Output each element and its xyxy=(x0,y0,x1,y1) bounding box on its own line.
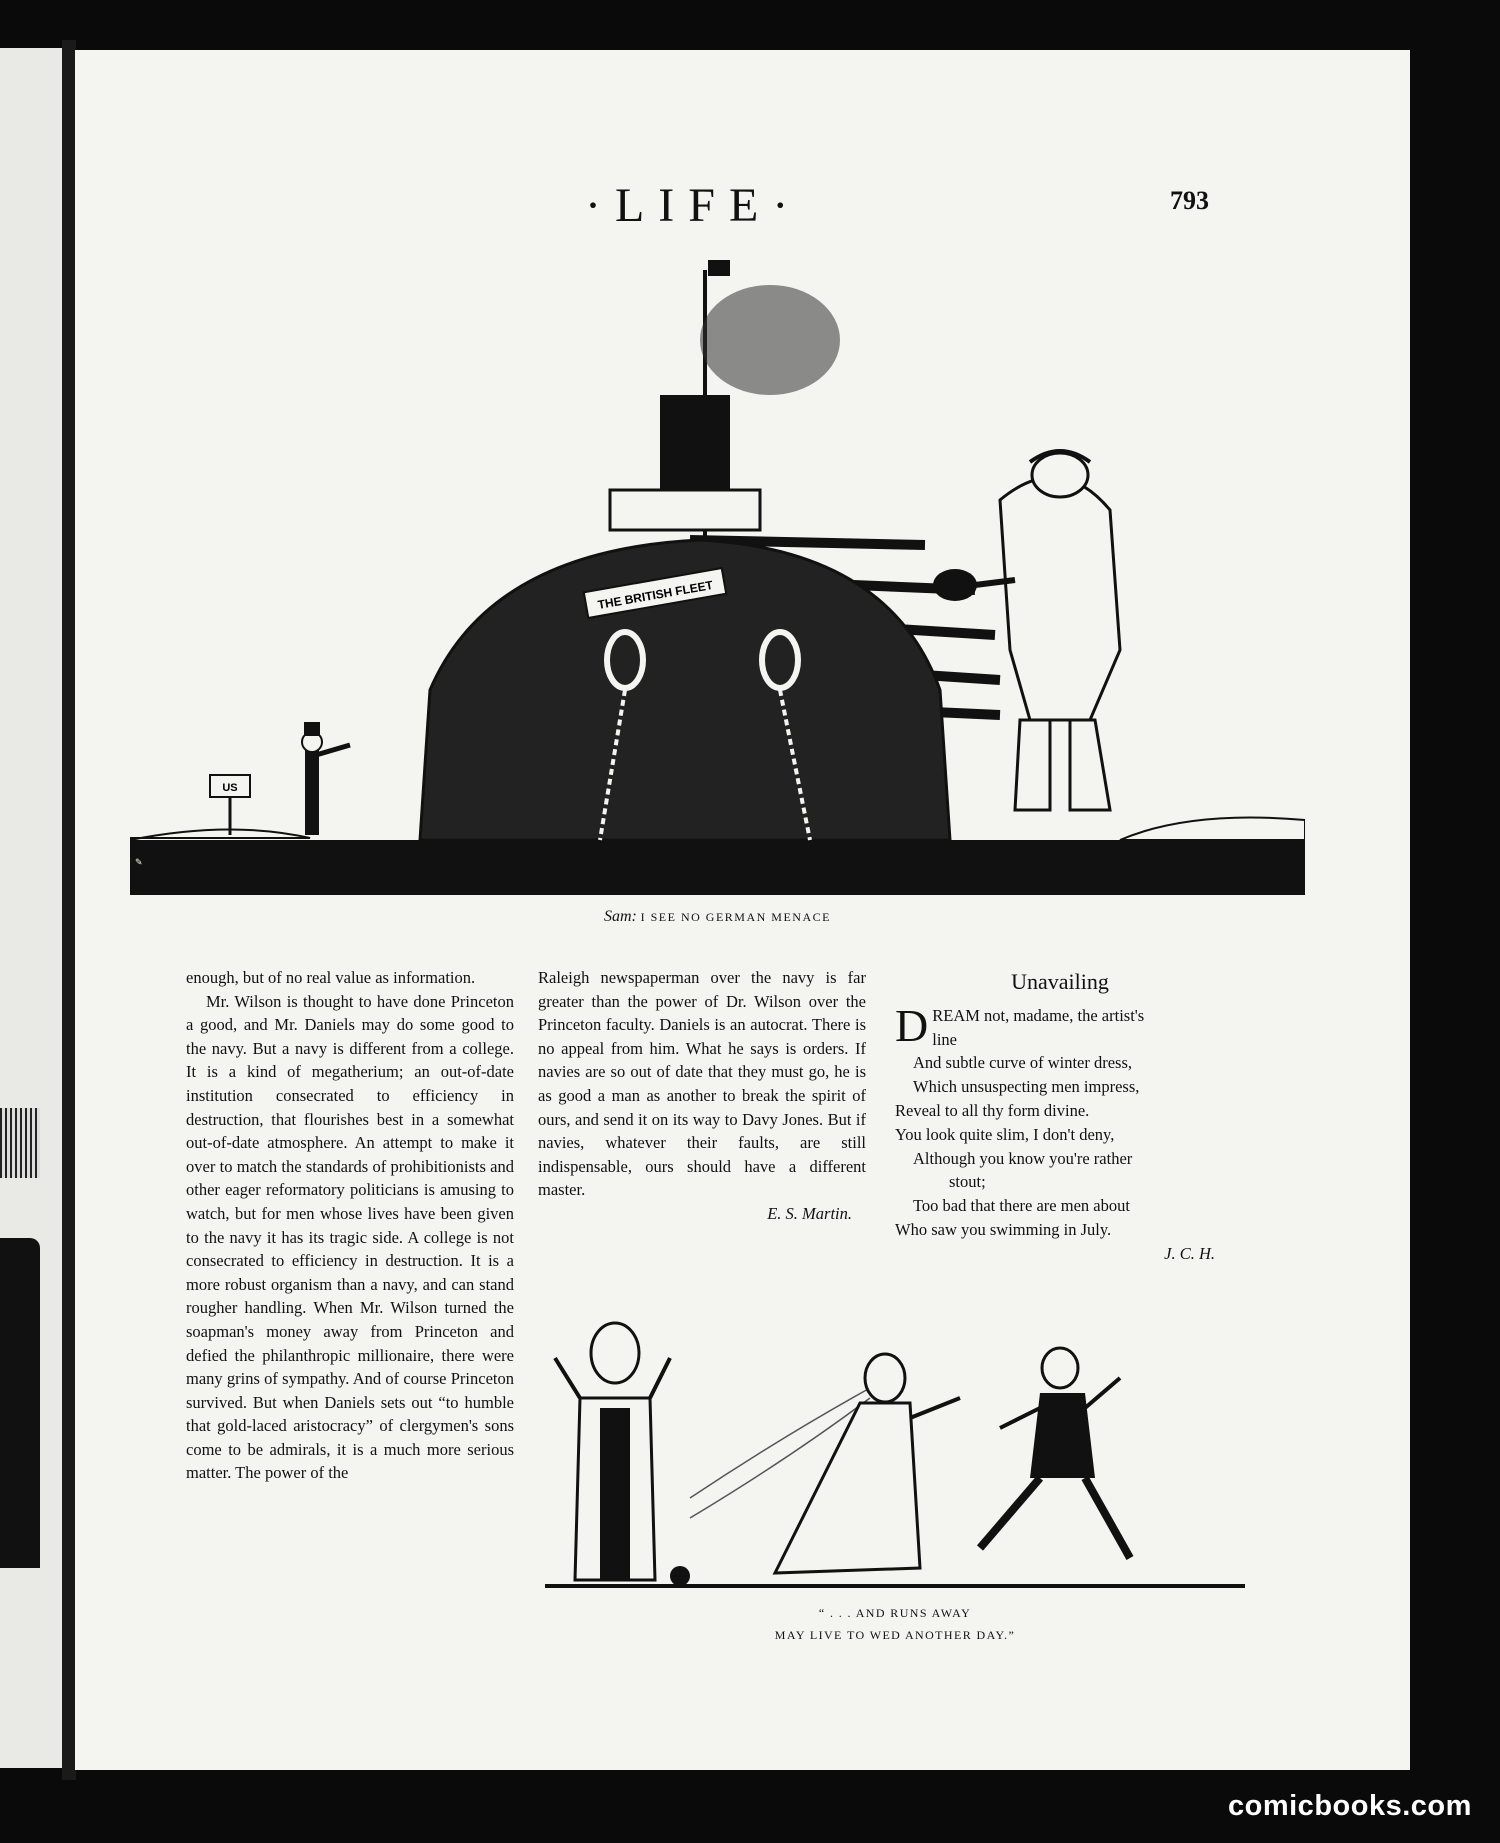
battleship xyxy=(420,260,1000,840)
facing-page-edge xyxy=(0,48,65,1768)
poem-line: line xyxy=(932,1029,957,1049)
ship-label: THE BRITISH FLEET xyxy=(596,577,715,612)
poem-line: Which unsuspecting men impress, xyxy=(913,1077,1140,1097)
poem-line: Too bad that there are men about xyxy=(913,1196,1130,1216)
runaway-bride-cartoon xyxy=(540,1318,1250,1598)
drop-cap: D xyxy=(895,999,929,1051)
caption-line: “ . . . AND RUNS AWAY xyxy=(818,1606,972,1620)
poem-line: Who saw you swimming in July. xyxy=(895,1219,1112,1239)
poem-first-line xyxy=(895,999,1225,1052)
article-column-1 xyxy=(186,966,514,1485)
poem-lines xyxy=(895,1051,1225,1241)
caption-text: I SEE NO GERMAN MENACE xyxy=(640,910,831,924)
facing-page-illustration-fragment xyxy=(0,1108,40,1178)
caption-speaker: Sam: xyxy=(604,908,637,925)
poem-line: REAM not, madame, the artist's xyxy=(932,1005,1145,1025)
poem-line: Although you know you're rather xyxy=(913,1148,1133,1168)
paragraph: enough, but of no real value as information. xyxy=(186,968,476,987)
paragraph: Raleigh newspaperman over the navy is far greater than the power of Dr. Wilson over the Princeton faculty. Daniels is an autocrat. There is no appeal from him. What he says is orders. If navies are so out of date that they must go, he is as good a man as another to break the spirit of ours, and send it on its way to Davy Jones. But if navies, whatever their faults, are still indispensable, ours should have a different master. xyxy=(538,968,866,1200)
poem-line: stout; xyxy=(949,1172,986,1192)
facing-page-figure-fragment xyxy=(0,1238,40,1568)
masthead: ·LIFE· xyxy=(585,179,803,232)
poem-line: You look quite slim, I don't deny, xyxy=(895,1124,1115,1144)
us-sign-label: US xyxy=(222,782,238,794)
top-cartoon-caption xyxy=(130,908,1305,926)
book-binding xyxy=(62,40,76,1780)
paragraph: Mr. Wilson is thought to have done Princeton a good, and Mr. Daniels may do some good to the navy. But a navy is different from a college. It is a kind of megatherium; an out-of-date institution consecrated to efficiency in destruction, that flourishes best in a somewhat out-of-date atmosphere. An attempt to make it over to match the standards of prohibitionists and other eager reformatory politicians is amusing to watch, but for men whose lives have been given to the navy it has its tragic side. A college is not consecrated to efficiency in destruction. It is a more robust organism than a navy, and can stand rougher handling. When Mr. Wilson turned the soapman's money away from Princeton and defied the philanthropic millionaire, there were many grins of sympathy. And of course Princeton survived. But when Daniels sets out “to humble that gold-laced aristocracy” of clergymen's sons come to be admirals, it is a much more serious matter. The power of the xyxy=(186,991,514,1483)
article-column-2 xyxy=(538,966,866,1226)
poem-unavailing xyxy=(895,970,1225,1266)
british-fleet-cartoon xyxy=(130,250,1305,895)
page-number: 793 xyxy=(1170,186,1209,215)
clergyman-figure xyxy=(555,1323,670,1580)
poem-line: Reveal to all thy form divine. xyxy=(895,1100,1090,1120)
uncle-sam-figure xyxy=(302,722,350,835)
poem-title: Unavailing xyxy=(1011,969,1109,994)
bottom-cartoon-caption xyxy=(540,1602,1250,1646)
poem-signature: J. C. H. xyxy=(1164,1243,1215,1263)
site-watermark: comicbooks.com xyxy=(1228,1790,1472,1822)
poem-line: And subtle curve of winter dress, xyxy=(913,1053,1133,1073)
bouquet-icon xyxy=(670,1566,690,1586)
groom-figure xyxy=(980,1348,1130,1558)
caption-line: MAY LIVE TO WED ANOTHER DAY.” xyxy=(774,1628,1016,1642)
article-signature: E. S. Martin. xyxy=(767,1203,852,1223)
bride-figure xyxy=(690,1354,960,1573)
artist-signature: ✎ xyxy=(135,857,143,867)
